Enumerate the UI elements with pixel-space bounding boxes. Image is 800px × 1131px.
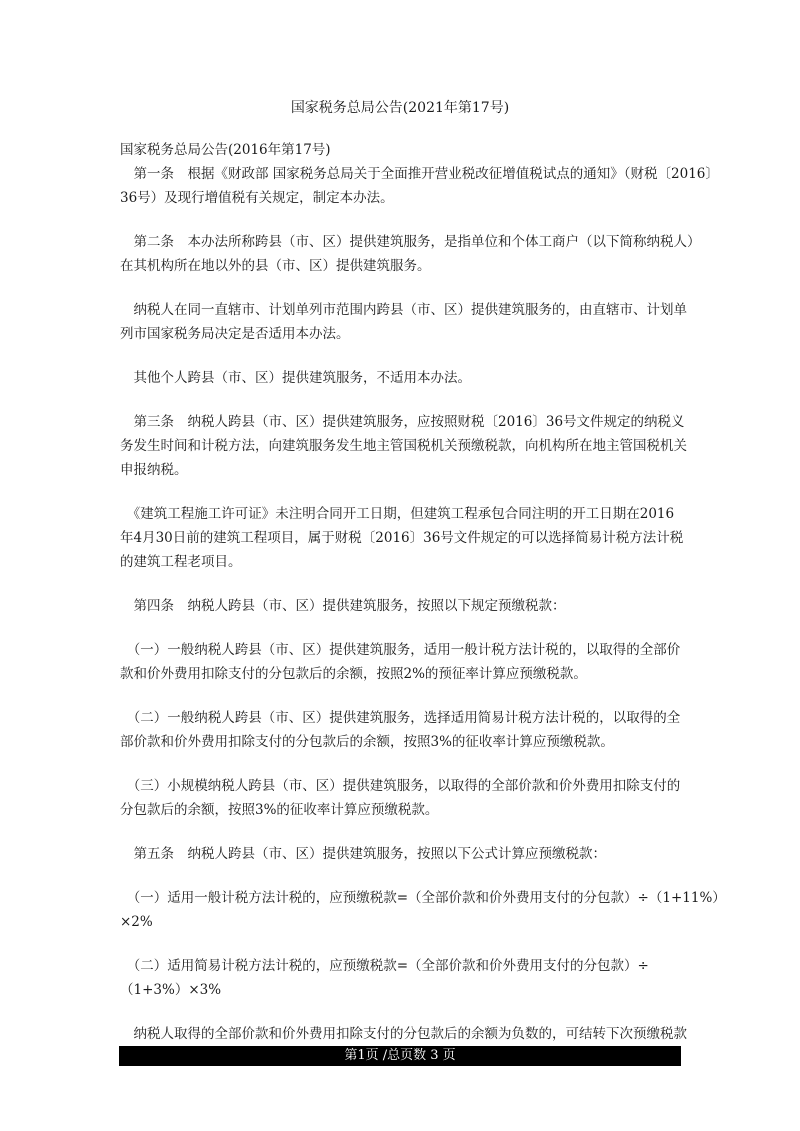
- paragraph-gap: [120, 686, 690, 706]
- paragraph: [120, 298, 690, 346]
- paragraph-line: （二）一般纳税人跨县（市、区）提供建筑服务，选择适用简易计税方法计税的，以取得的全: [120, 710, 681, 726]
- paragraph-line: 第三条 纳税人跨县（市、区）提供建筑服务，应按照财税〔2016〕36号文件规定的纳税义: [120, 414, 685, 430]
- paragraph: [120, 886, 726, 934]
- paragraph: [120, 954, 690, 1002]
- paragraph-line: 在其机构所在地以外的县（市、区）提供建筑服务。: [120, 258, 431, 274]
- paragraph-line: 纳税人在同一直辖市、计划单列市范围内跨县（市、区）提供建筑服务的，由直辖市、计划单: [120, 302, 687, 318]
- paragraph-gap: [120, 1002, 690, 1022]
- paragraph-gap: [120, 618, 690, 638]
- paragraph-line: 《建筑工程施工许可证》未注明合同开工日期，但建筑工程承包合同注明的开工日期在2016: [120, 506, 675, 522]
- paragraph-line: 第一条 根据《财政部 国家税务总局关于全面推开营业税改征增值税试点的通知》（财税〔2016〕: [120, 166, 719, 182]
- paragraph: [120, 366, 690, 390]
- paragraph-line: 第二条 本办法所称跨县（市、区）提供建筑服务，是指单位和个体工商户（以下简称纳税人）: [120, 234, 701, 250]
- paragraph-line: 务发生时间和计税方法，向建筑服务发生地主管国税机关预缴税款，向机构所在地主管国税机关: [120, 438, 687, 454]
- paragraph: [120, 162, 719, 210]
- paragraph-line: 分包款后的余额，按照3%的征收率计算应预缴税款。: [120, 802, 439, 818]
- paragraph-line: 第四条 纳税人跨县（市、区）提供建筑服务，按照以下规定预缴税款：: [120, 598, 566, 614]
- paragraph-line: ×2%: [120, 914, 153, 930]
- document-body: [120, 138, 726, 1070]
- paragraph-gap: [120, 574, 690, 594]
- paragraph-line: （1+3%）×3%: [120, 982, 222, 998]
- paragraph-gap: [120, 390, 690, 410]
- paragraph-line: 第五条 纳税人跨县（市、区）提供建筑服务，按照以下公式计算应预缴税款：: [120, 846, 606, 862]
- paragraph-line: （一）一般纳税人跨县（市、区）提供建筑服务，适用一般计税方法计税的，以取得的全部价: [120, 642, 681, 658]
- paragraph-gap: [120, 482, 690, 502]
- paragraph-line: 列市国家税务局决定是否适用本办法。: [120, 326, 350, 342]
- paragraph-line: 其他个人跨县（市、区）提供建筑服务，不适用本办法。: [120, 370, 471, 386]
- paragraph: [120, 230, 701, 278]
- paragraph-line: （三）小规模纳税人跨县（市、区）提供建筑服务，以取得的全部价款和价外费用扣除支付的: [120, 778, 681, 794]
- paragraph-gap: [120, 754, 690, 774]
- reference-line: 国家税务总局公告(2016年第17号): [120, 142, 331, 158]
- paragraph-line: 申报纳税。: [120, 462, 188, 478]
- paragraph: [120, 502, 690, 574]
- paragraph-gap: [120, 822, 690, 842]
- paragraph-line: 36号）及现行增值税有关规定，制定本办法。: [120, 190, 394, 206]
- paragraph: [120, 638, 690, 686]
- paragraph-line: 部价款和价外费用扣除支付的分包款后的余额，按照3%的征收率计算应预缴税款。: [120, 734, 614, 750]
- paragraph-gap: [120, 278, 690, 298]
- paragraph-line: （一）适用一般计税方法计税的，应预缴税款=（全部价款和价外费用支付的分包款）÷（1+11%）: [120, 890, 726, 906]
- paragraph-gap: [120, 866, 690, 886]
- paragraph-gap: [120, 934, 690, 954]
- paragraph-line: 的建筑工程老项目。: [120, 554, 242, 570]
- document-title: 国家税务总局公告(2021年第17号): [290, 100, 510, 116]
- paragraph-line: 纳税人取得的全部价款和价外费用扣除支付的分包款后的余额为负数的，可结转下次预缴税款: [120, 1026, 687, 1042]
- paragraph: [120, 774, 690, 822]
- paragraph: [120, 410, 690, 482]
- paragraph-line: 年4月30日前的建筑工程项目，属于财税〔2016〕36号文件规定的可以选择简易计税方法计税: [120, 530, 684, 546]
- paragraph-gap: [120, 210, 690, 230]
- paragraph-line: 款和价外费用扣除支付的分包款后的余额，按照2%的预征率计算应预缴税款。: [120, 666, 587, 682]
- paragraph-list: [120, 162, 726, 1070]
- paragraph: [120, 842, 690, 866]
- paragraph: [120, 706, 690, 754]
- paragraph-line: （二）适用简易计税方法计税的，应预缴税款=（全部价款和价外费用支付的分包款）÷: [120, 958, 649, 974]
- page-footer: 第1页 /总页数 3 页: [119, 1046, 681, 1066]
- paragraph-gap: [120, 346, 690, 366]
- paragraph: [120, 594, 690, 618]
